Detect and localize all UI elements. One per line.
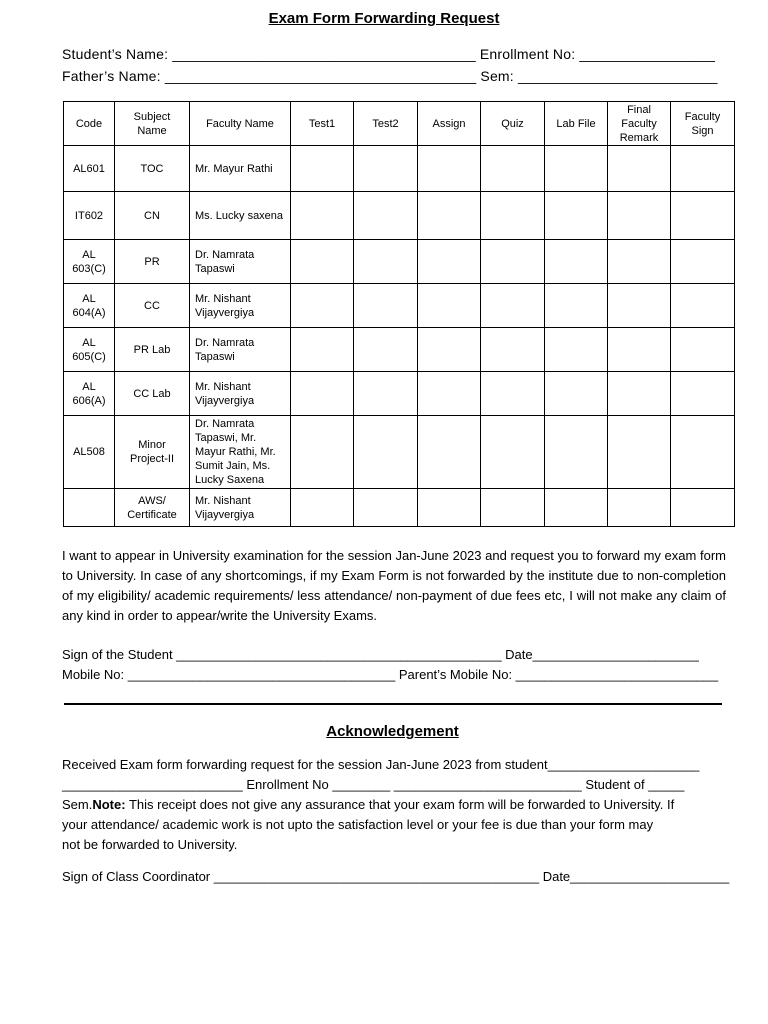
test2-cell[interactable]: [354, 240, 418, 284]
code-cell: AL601: [64, 146, 115, 192]
col-header-quiz: Quiz: [481, 102, 545, 146]
test1-cell[interactable]: [291, 416, 354, 489]
assign-cell[interactable]: [418, 192, 481, 240]
subject-marks-table: [63, 101, 735, 527]
test2-cell[interactable]: [354, 489, 418, 527]
assign-cell[interactable]: [418, 240, 481, 284]
lab-file-cell[interactable]: [545, 328, 608, 372]
student-sign-date-line[interactable]: Sign of the Student _____________________________________________ Date_______________________: [62, 647, 699, 662]
faculty-sign-cell[interactable]: [671, 489, 735, 527]
subject-cell: CC Lab: [115, 372, 190, 416]
mobile-numbers-line[interactable]: Mobile No: _____________________________________ Parent’s Mobile No: ____________________________: [62, 667, 719, 682]
faculty-cell: Dr. Namrata Tapaswi: [190, 240, 291, 284]
lab-file-cell[interactable]: [545, 240, 608, 284]
col-header-test1: Test1: [291, 102, 354, 146]
code-cell: IT602: [64, 192, 115, 240]
note-text: This receipt does not give any assurance that your exam form will be forwarded to University. If: [125, 797, 675, 812]
subject-cell: Minor Project-II: [115, 416, 190, 489]
faculty-cell: Dr. Namrata Tapaswi, Mr. Mayur Rathi, Mr. Sumit Jain, Ms. Lucky Saxena: [190, 416, 291, 489]
coordinator-sign-date-line[interactable]: Sign of Class Coordinator _____________________________________________ Date______________________: [62, 869, 730, 884]
test2-cell[interactable]: [354, 284, 418, 328]
faculty-sign-cell[interactable]: [671, 192, 735, 240]
test1-cell[interactable]: [291, 328, 354, 372]
ack-line-3: [62, 797, 732, 812]
faculty-sign-cell[interactable]: [671, 372, 735, 416]
assign-cell[interactable]: [418, 284, 481, 328]
table-row: [64, 192, 735, 240]
remark-cell[interactable]: [608, 416, 671, 489]
col-header-subject-name: Subject Name: [115, 102, 190, 146]
test1-cell[interactable]: [291, 146, 354, 192]
ack-line-5: not be forwarded to University.: [62, 837, 238, 852]
test2-cell[interactable]: [354, 372, 418, 416]
faculty-sign-cell[interactable]: [671, 416, 735, 489]
table-row: [64, 240, 735, 284]
test1-cell[interactable]: [291, 240, 354, 284]
faculty-cell: Dr. Namrata Tapaswi: [190, 328, 291, 372]
remark-cell[interactable]: [608, 240, 671, 284]
quiz-cell[interactable]: [481, 146, 545, 192]
faculty-cell: Mr. Mayur Rathi: [190, 146, 291, 192]
col-header-faculty-name: Faculty Name: [190, 102, 291, 146]
subject-cell: TOC: [115, 146, 190, 192]
remark-cell[interactable]: [608, 489, 671, 527]
table-row: [64, 489, 735, 527]
faculty-cell: Mr. Nishant Vijayvergiya: [190, 284, 291, 328]
lab-file-cell[interactable]: [545, 416, 608, 489]
assign-cell[interactable]: [418, 146, 481, 192]
lab-file-cell[interactable]: [545, 372, 608, 416]
table-row: [64, 416, 735, 489]
col-header-faculty-sign: Faculty Sign: [671, 102, 735, 146]
faculty-cell: Mr. Nishant Vijayvergiya: [190, 372, 291, 416]
code-cell: AL 604(A): [64, 284, 115, 328]
acknowledgement-title: Acknowledgement: [326, 723, 459, 740]
remark-cell[interactable]: [608, 328, 671, 372]
quiz-cell[interactable]: [481, 192, 545, 240]
code-cell: [64, 489, 115, 527]
test2-cell[interactable]: [354, 146, 418, 192]
subject-cell: CN: [115, 192, 190, 240]
father-name-sem-line[interactable]: Father’s Name: _______________________________________ Sem: _________________________: [62, 68, 718, 84]
form-title: Exam Form Forwarding Request: [268, 10, 500, 27]
test1-cell[interactable]: [291, 284, 354, 328]
table-row: [64, 372, 735, 416]
student-name-enrollment-line[interactable]: Student’s Name: ______________________________________ Enrollment No: _________________: [62, 46, 716, 62]
section-divider: [64, 703, 722, 705]
quiz-cell[interactable]: [481, 489, 545, 527]
lab-file-cell[interactable]: [545, 284, 608, 328]
sem-label: Sem.: [62, 797, 93, 812]
assign-cell[interactable]: [418, 416, 481, 489]
lab-file-cell[interactable]: [545, 192, 608, 240]
faculty-sign-cell[interactable]: [671, 328, 735, 372]
code-cell: AL508: [64, 416, 115, 489]
code-cell: AL 606(A): [64, 372, 115, 416]
remark-cell[interactable]: [608, 192, 671, 240]
col-header-final-faculty-remark: Final Faculty Remark: [608, 102, 671, 146]
faculty-cell: Mr. Nishant Vijayvergiya: [190, 489, 291, 527]
col-header-code: Code: [64, 102, 115, 146]
faculty-cell: Ms. Lucky saxena: [190, 192, 291, 240]
test1-cell[interactable]: [291, 192, 354, 240]
quiz-cell[interactable]: [481, 284, 545, 328]
remark-cell[interactable]: [608, 284, 671, 328]
assign-cell[interactable]: [418, 489, 481, 527]
test2-cell[interactable]: [354, 192, 418, 240]
table-row: [64, 284, 735, 328]
table-row: [64, 328, 735, 372]
quiz-cell[interactable]: [481, 328, 545, 372]
note-label: Note:: [92, 797, 126, 812]
test1-cell[interactable]: [291, 372, 354, 416]
remark-cell[interactable]: [608, 146, 671, 192]
subject-cell: PR: [115, 240, 190, 284]
ack-line-1[interactable]: Received Exam form forwarding request for the session Jan-June 2023 from student_____________________: [62, 757, 700, 772]
assign-cell[interactable]: [418, 328, 481, 372]
subject-cell: CC: [115, 284, 190, 328]
col-header-test2: Test2: [354, 102, 418, 146]
lab-file-cell[interactable]: [545, 489, 608, 527]
subject-cell: PR Lab: [115, 328, 190, 372]
test2-cell[interactable]: [354, 416, 418, 489]
code-cell: AL 603(C): [64, 240, 115, 284]
quiz-cell[interactable]: [481, 416, 545, 489]
col-header-lab-file: Lab File: [545, 102, 608, 146]
ack-line-4: your attendance/ academic work is not upto the satisfaction level or your fee is due than your form may: [62, 817, 654, 832]
faculty-sign-cell[interactable]: [671, 284, 735, 328]
test1-cell[interactable]: [291, 489, 354, 527]
table-row: [64, 146, 735, 192]
test2-cell[interactable]: [354, 328, 418, 372]
declaration-paragraph: I want to appear in University examination for the session Jan-June 2023 and request you to forward my exam form to University. In case of any shortcomings, if my Exam Form is not forwarded by the institute due to non-completion of my eligibility/ academic requirements/ less attendance/ non-payment of due fees etc, I will not make any claim of any kind in order to appear/write the University Exams.: [62, 548, 726, 623]
quiz-cell[interactable]: [481, 372, 545, 416]
faculty-sign-cell[interactable]: [671, 146, 735, 192]
quiz-cell[interactable]: [481, 240, 545, 284]
col-header-assign: Assign: [418, 102, 481, 146]
ack-line-2[interactable]: _________________________ Enrollment No ________ __________________________ Student of _____: [62, 777, 685, 792]
remark-cell[interactable]: [608, 372, 671, 416]
table-header-row: [64, 102, 735, 146]
lab-file-cell[interactable]: [545, 146, 608, 192]
faculty-sign-cell[interactable]: [671, 240, 735, 284]
code-cell: AL 605(C): [64, 328, 115, 372]
assign-cell[interactable]: [418, 372, 481, 416]
subject-cell: AWS/ Certificate: [115, 489, 190, 527]
